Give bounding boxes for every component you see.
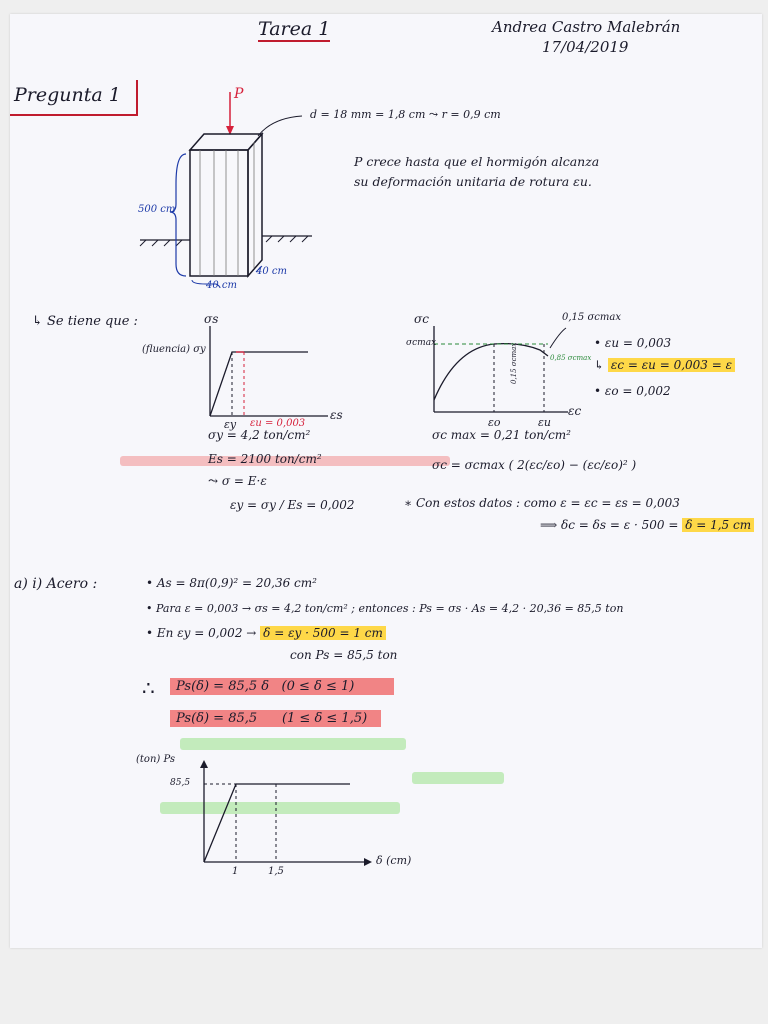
yield-point xyxy=(146,626,386,640)
column-depth: 40 cm xyxy=(256,266,287,277)
concrete-side-note: 0,85 σcmax xyxy=(550,354,592,362)
column-width: 40 cm xyxy=(206,280,237,291)
steel-yield-stress: σy = 4,2 ton/cm² xyxy=(208,428,311,442)
page-title: Tarea 1 xyxy=(258,18,331,40)
steel-force: • Para ε = 0,003 → σs = 4,2 ton/cm² ; entonces : Ps = σs · As = 4,2 · 20,36 = 85,5 ton xyxy=(146,602,624,615)
ec-equation-text: εc = εu = 0,003 = ε xyxy=(608,358,735,372)
concrete-top-note: 0,15 σcmax xyxy=(562,312,621,323)
concrete-max-stress: σc max = 0,21 ton/cm² xyxy=(432,428,571,442)
steel-x-label: εs xyxy=(330,408,343,422)
column-height: 500 cm xyxy=(138,204,176,215)
ps-equation-1 xyxy=(170,678,394,695)
yield-strain: εy = σy / Es = 0,002 xyxy=(230,498,355,512)
steel-x-tick: εy xyxy=(224,418,237,431)
section-title: Pregunta 1 xyxy=(14,84,121,106)
concrete-y-label: σc xyxy=(414,312,429,326)
ps-equation-2 xyxy=(170,710,381,727)
ps-x-tick-1: 1 xyxy=(232,866,239,877)
concrete-x-tick-eo: εo xyxy=(488,416,501,429)
bar-diameter: d = 18 mm = 1,8 cm ⤳ r = 0,9 cm xyxy=(310,108,501,121)
eu-value: • εu = 0,003 xyxy=(594,336,672,350)
delta-result: δ = 1,5 cm xyxy=(682,518,754,532)
author-name: Andrea Castro Malebrán xyxy=(492,18,681,36)
green-highlight xyxy=(180,738,406,750)
steel-y-tick: (fluencia) σy xyxy=(142,344,206,355)
steel-area: • As = 8π(0,9)² = 20,36 cm² xyxy=(146,576,317,590)
ps-eq1-range: (0 ≤ δ ≤ 1) xyxy=(281,679,355,694)
ec-equation: ↳ εc = εu = 0,003 = ε xyxy=(594,358,735,372)
yield-displacement: δ = εy · 500 = 1 cm xyxy=(260,626,386,640)
concrete-stress-law: σc = σcmax ( 2(εc/εo) − (εc/εo)² ) xyxy=(432,458,637,472)
date: 17/04/2019 xyxy=(542,38,629,56)
concrete-x-tick-eu: εu xyxy=(538,416,551,429)
concrete-vert-note: 0,15 σcmax xyxy=(510,342,518,384)
data-note-line1: ∗ Con estos datos : como ε = εc = εs = 0,003 xyxy=(404,496,680,510)
yield-force: con Ps = 85,5 ton xyxy=(290,648,398,662)
statement-line2: su deformación unitaria de rotura εu. xyxy=(354,174,592,189)
part-a-label: a) i) Acero : xyxy=(14,576,98,592)
statement-line1: P crece hasta que el hormigón alcanza xyxy=(354,154,600,169)
yield-point-text: • En εy = 0,002 → xyxy=(146,626,257,640)
data-note-line2 xyxy=(540,518,754,532)
steel-eu-note: εu = 0,003 xyxy=(250,418,306,429)
concrete-y-tick: σcmax xyxy=(406,338,437,348)
ps-eq1-text: Ps(δ) = 85,5 δ xyxy=(176,679,270,694)
ps-eq2-range: (1 ≤ δ ≤ 1,5) xyxy=(281,711,368,726)
data-note-text: ⟹ δc = δs = ε · 500 = xyxy=(540,518,679,532)
se-tiene-que: ↳ Se tiene que : xyxy=(32,314,138,329)
steel-y-label: σs xyxy=(204,312,219,326)
ps-graph xyxy=(10,754,762,904)
homework-sheet xyxy=(10,14,762,948)
ps-x-label: δ (cm) xyxy=(376,854,412,867)
concrete-stress-graph xyxy=(10,304,762,454)
ps-y-tick: 85,5 xyxy=(170,778,191,788)
hooke-law: ⤳ σ = E·ε xyxy=(208,474,267,488)
load-label: P xyxy=(234,86,244,102)
steel-modulus: Es = 2100 ton/cm² xyxy=(208,452,322,466)
ps-eq2-text: Ps(δ) = 85,5 xyxy=(176,711,258,726)
eo-value: • εo = 0,002 xyxy=(594,384,671,398)
ps-x-tick-2: 1,5 xyxy=(268,866,284,877)
therefore-symbol: ∴ xyxy=(142,676,155,700)
concrete-x-label: εc xyxy=(568,404,582,418)
ps-y-label: (ton) Ps xyxy=(136,754,176,765)
